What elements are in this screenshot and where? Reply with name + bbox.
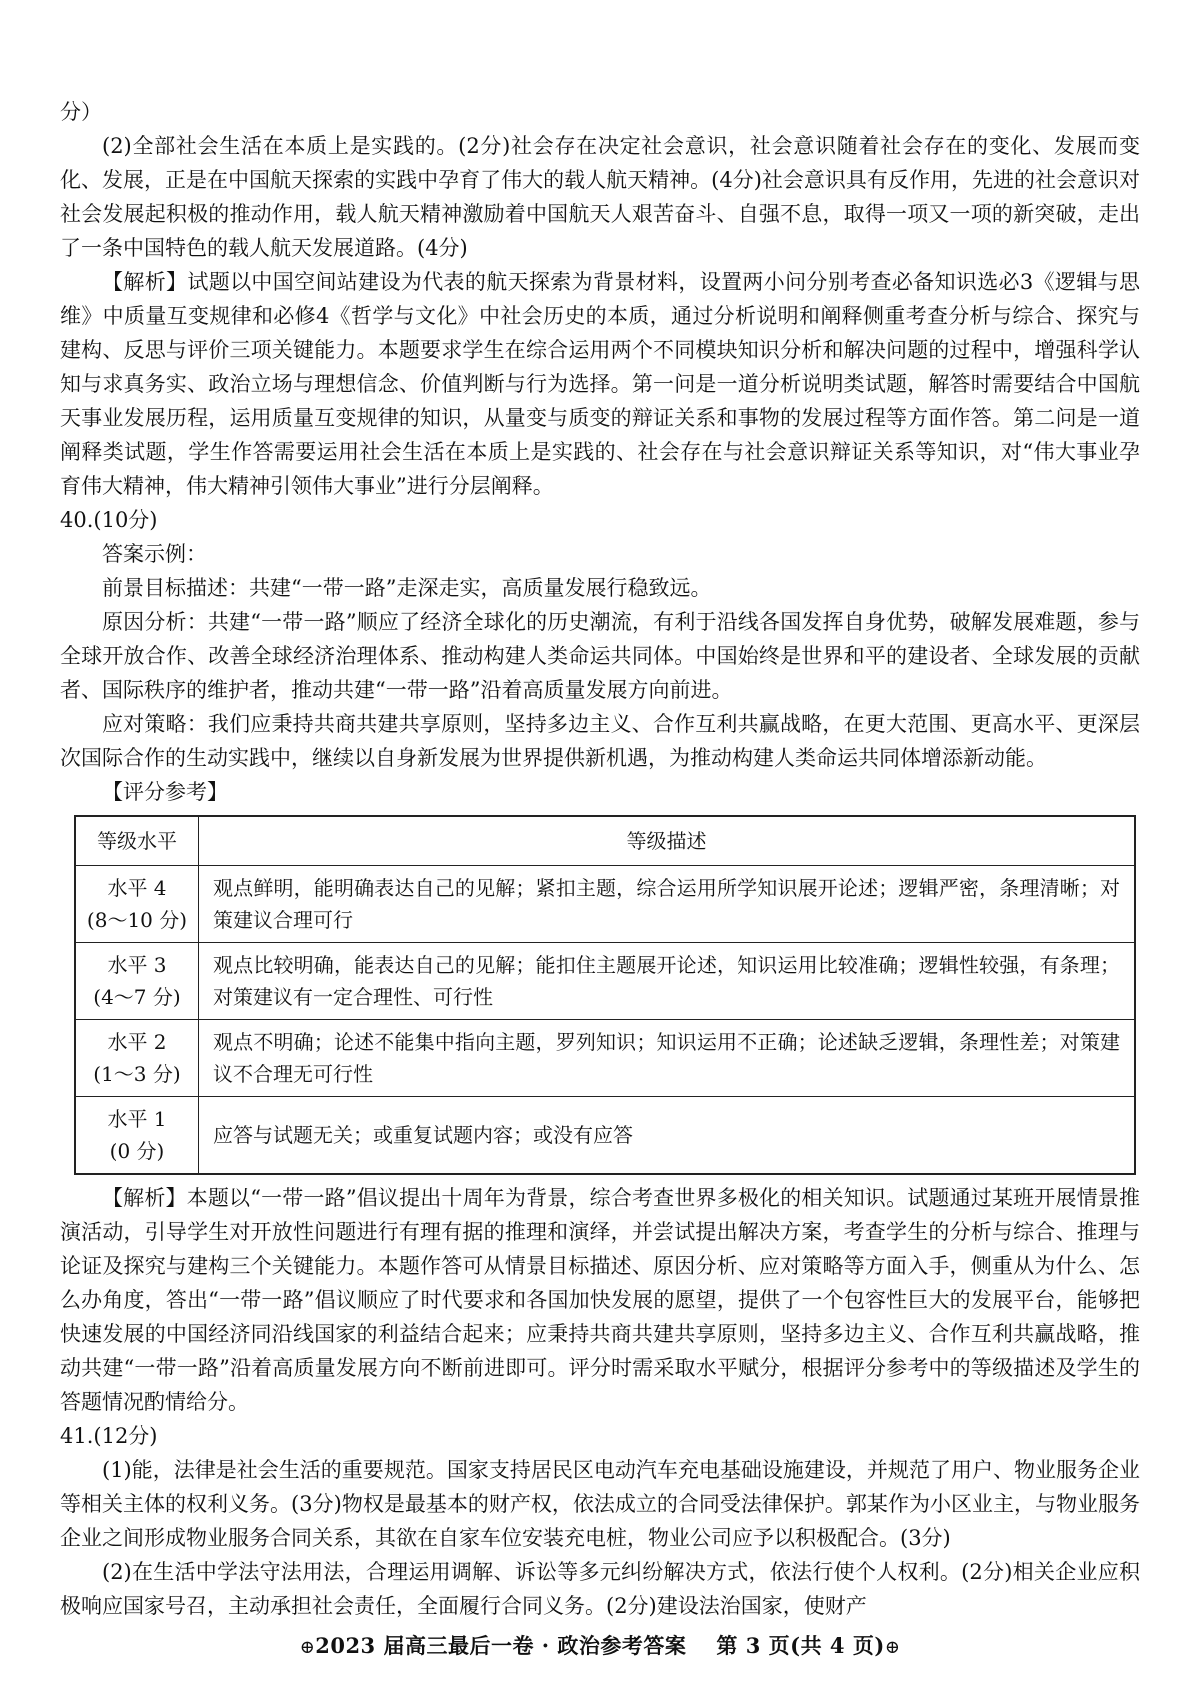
page-footer [0, 1630, 1200, 1660]
level-range: (0 分) [109, 1139, 165, 1163]
goal-description: 前景目标描述：共建“一带一路”走深走实，高质量发展行稳致远。 [102, 576, 712, 600]
q41-heading: 41.(12分) [60, 1424, 158, 1448]
desc-cell: 观点不明确；论述不能集中指向主题，罗列知识；知识运用不正确；论述缺乏逻辑，条理性差；对策建议不合理无可行性 [199, 1020, 1136, 1097]
desc-cell: 应答与试题无关；或重复试题内容；或没有应答 [199, 1097, 1136, 1175]
level-cell [75, 1020, 199, 1097]
q40-analysis: 【解析】本题以“一带一路”倡议提出十周年为背景，综合考查世界多极化的相关知识。试题通过某班开展情景推演活动，引导学生对开放性问题进行有理有据的推理和演绎，并尝试提出解决方案，考查学生的分析与综合、推理与论证及探究与建构三个关键能力。本题作答可从情景目标描述、原因分析、应对策略等方面入手，侧重从为什么、怎么办角度，答出“一带一路”倡议顺应了时代要求和各国加快发展的愿望，提供了一个包容性巨大的发展平台，能够把快速发展的中国经济同沿线国家的利益结合起来；应秉持共商共建共享原则，坚持多边主义、合作互利共赢战略，推动共建“一带一路”沿着高质量发展方向不断前进即可。评分时需采取水平赋分，根据评分参考中的等级描述及学生的答题情况酌情给分。 [60, 1186, 1140, 1414]
level-range: (4～7 分) [93, 985, 181, 1009]
table-row [75, 866, 1135, 943]
continued-text: 分） [60, 100, 102, 124]
table-row [75, 1097, 1135, 1175]
header-desc: 等级描述 [199, 816, 1136, 866]
level-cell [75, 866, 199, 943]
strategy: 应对策略：我们应秉持共商共建共享原则，坚持多边主义、合作互利共赢战略，在更大范围、更高水平、更深层次国际合作的生动实践中，继续以自身新发展为世界提供新机遇，为推动构建人类命运共同体增添新动能。 [60, 712, 1140, 770]
q39-analysis: 【解析】试题以中国空间站建设为代表的航天探索为背景材料，设置两小问分别考查必备知识选必3《逻辑与思维》中质量互变规律和必修4《哲学与文化》中社会历史的本质，通过分析说明和阐释侧重考查分析与综合、探究与建构、反思与评价三项关键能力。本题要求学生在综合运用两个不同模块知识分析和解决问题的过程中，增强科学认知与求真务实、政治立场与理想信念、价值判断与行为选择。第一问是一道分析说明类试题，解答时需要结合中国航天事业发展历程，运用质量互变规律的知识，从量变与质变的辩证关系和事物的发展过程等方面作答。第二问是一道阐释类试题，学生作答需要运用社会生活在本质上是实践的、社会存在与社会意识辩证关系等知识，对“伟大事业孕育伟大精神，伟大精神引领伟大事业”进行分层阐释。 [60, 270, 1140, 498]
level-name: 水平 4 [107, 876, 167, 900]
desc-cell: 观点比较明确，能表达自己的见解；能扣住主题展开论述，知识运用比较准确；逻辑性较强，有条理；对策建议有一定合理性、可行性 [199, 943, 1136, 1020]
level-name: 水平 1 [107, 1107, 167, 1131]
header-level: 等级水平 [75, 816, 199, 866]
footer-title: 2023 届高三最后一卷 · 政治参考答案 [315, 1633, 687, 1658]
table-header-row [75, 816, 1135, 866]
level-range: (8～10 分) [86, 908, 188, 932]
registration-mark-icon: ⊕ [884, 1637, 901, 1658]
registration-mark-icon: ⊕ [299, 1637, 316, 1658]
reason-analysis: 原因分析：共建“一带一路”顺应了经济全球化的历史潮流，有利于沿线各国发挥自身优势，破解发展难题，参与全球开放合作、改善全球经济治理体系、推动构建人类命运共同体。中国始终是世界和平的建设者、全球发展的贡献者、国际秩序的维护者，推动共建“一带一路”沿着高质量发展方向前进。 [60, 610, 1140, 702]
q39-part2-answer: (2)全部社会生活在本质上是实践的。(2分)社会存在决定社会意识，社会意识随着社会存在的变化、发展而变化、发展，正是在中国航天探索的实践中孕育了伟大的载人航天精神。(4分)社会意识具有反作用，先进的社会意识对社会发展起积极的推动作用，载人航天精神激励着中国航天人艰苦奋斗、自强不息，取得一项又一项的新突破，走出了一条中国特色的载人航天发展道路。(4分) [60, 134, 1140, 260]
page-number: 第 3 页(共 4 页) [716, 1633, 885, 1658]
answer-page [60, 95, 1140, 1623]
level-cell [75, 1097, 199, 1175]
scoring-table [74, 815, 1136, 1175]
answer-example-label: 答案示例： [102, 542, 207, 566]
level-range: (1～3 分) [93, 1062, 181, 1086]
desc-cell: 观点鲜明，能明确表达自己的见解；紧扣主题，综合运用所学知识展开论述；逻辑严密，条理清晰；对策建议合理可行 [199, 866, 1136, 943]
level-name: 水平 2 [107, 1030, 167, 1054]
score-reference-label: 【评分参考】 [102, 780, 228, 804]
level-name: 水平 3 [107, 953, 167, 977]
q41-part2-answer: (2)在生活中学法守法用法，合理运用调解、诉讼等多元纠纷解决方式，依法行使个人权利。(2分)相关企业应积极响应国家号召，主动承担社会责任，全面履行合同义务。(2分)建设法治国家，使财产 [60, 1560, 1140, 1618]
table-row [75, 943, 1135, 1020]
level-cell [75, 943, 199, 1020]
table-row [75, 1020, 1135, 1097]
q40-heading: 40.(10分) [60, 508, 158, 532]
q41-part1-answer: (1)能，法律是社会生活的重要规范。国家支持居民区电动汽车充电基础设施建设，并规范了用户、物业服务企业等相关主体的权利义务。(3分)物权是最基本的财产权，依法成立的合同受法律保护。郭某作为小区业主，与物业服务企业之间形成物业服务合同关系，其欲在自家车位安装充电桩，物业公司应予以积极配合。(3分) [60, 1458, 1140, 1550]
